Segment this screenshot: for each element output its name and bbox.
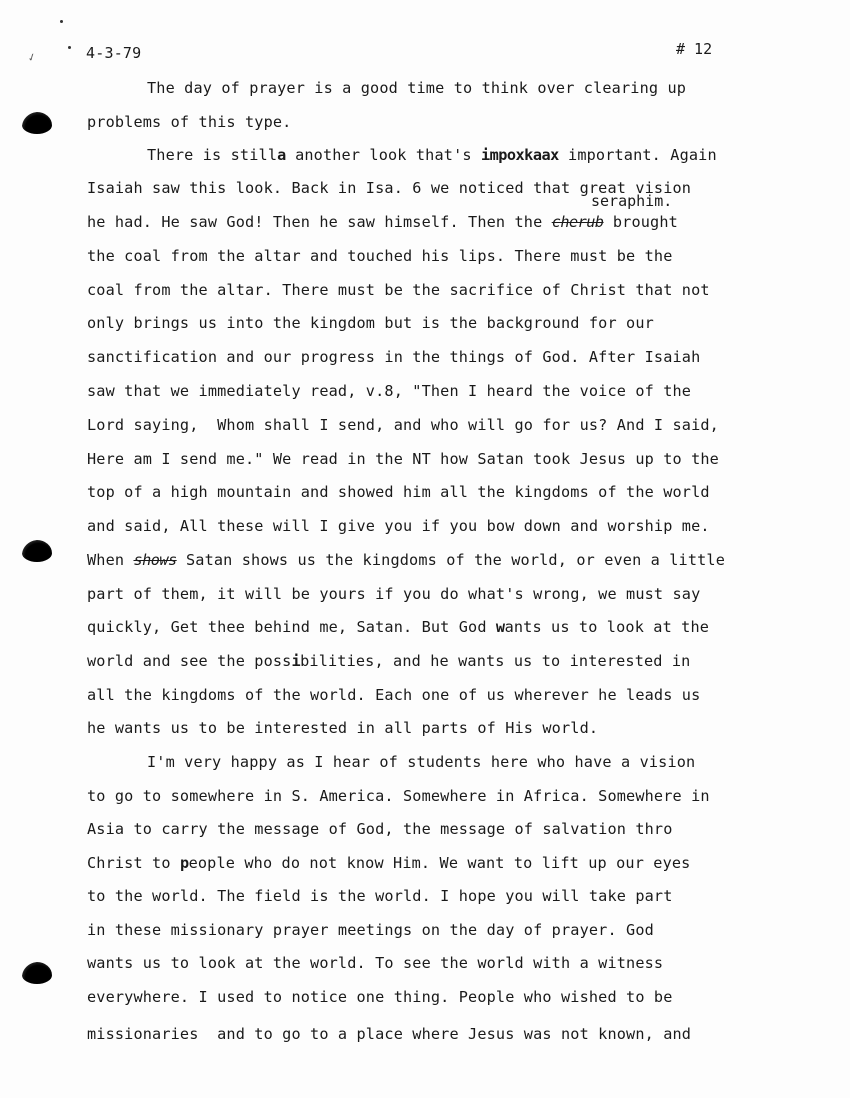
- text-line: he had. He saw God! Then he saw himself. Then the cherub brought: [87, 213, 678, 231]
- text-line: wants us to look at the world. To see the world with a witness: [87, 954, 664, 972]
- overstruck-char: i: [291, 652, 301, 670]
- overstruck-char: a: [277, 146, 286, 164]
- text-line: to the world. The field is the world. I hope you will take part: [87, 887, 673, 905]
- text-line: in these missionary prayer meetings on the day of prayer. God: [87, 921, 654, 939]
- date: 4-3-79: [86, 44, 142, 62]
- check-mark-icon: ✓: [25, 49, 38, 65]
- overstruck-word: impoxkaax: [480, 146, 559, 164]
- text-line: part of them, it will be yours if you do what's wrong, we must say: [87, 585, 701, 603]
- struck-word: shows: [133, 551, 177, 569]
- text-line: Lord saying, Whom shall I send, and who will go for us? And I said,: [87, 416, 719, 434]
- punch-hole-icon: [22, 540, 52, 562]
- text-line: to go to somewhere in S. America. Somewhere in Africa. Somewhere in: [87, 787, 710, 805]
- ink-dot: [68, 46, 71, 49]
- overstruck-char: w: [495, 618, 505, 636]
- text-line: sanctification and our progress in the things of God. After Isaiah: [87, 348, 701, 366]
- text-line: When shows Satan shows us the kingdoms of the world, or even a little: [87, 551, 726, 569]
- punch-hole-icon: [22, 112, 52, 134]
- text-line: saw that we immediately read, v.8, "Then I heard the voice of the: [87, 382, 692, 400]
- ink-dot: [60, 20, 63, 23]
- text-line: There is stilla another look that's impoxkaax important. Again: [147, 146, 717, 164]
- text-line: Asia to carry the message of God, the message of salvation thro: [87, 820, 673, 838]
- overstruck-char: p: [179, 854, 189, 872]
- text-line: coal from the altar. There must be the sacrifice of Christ that not: [87, 281, 710, 299]
- text-line: problems of this type.: [87, 113, 292, 131]
- text-line: The day of prayer is a good time to think over clearing up: [147, 79, 687, 97]
- text-line: Isaiah saw this look. Back in Isa. 6 we noticed that great vision: [87, 179, 692, 197]
- page-number: # 12: [676, 40, 713, 58]
- text-line: Christ to people who do not know Him. We want to lift up our eyes: [87, 854, 691, 872]
- punch-hole-icon: [22, 962, 52, 984]
- text-line: Here am I send me." We read in the NT how Satan took Jesus up to the: [87, 450, 719, 468]
- text-line: top of a high mountain and showed him all the kingdoms of the world: [87, 483, 710, 501]
- text-line: everywhere. I used to notice one thing. People who wished to be: [87, 988, 673, 1006]
- struck-word: cherub: [551, 213, 604, 231]
- text-line: all the kingdoms of the world. Each one of us wherever he leads us: [87, 686, 701, 704]
- text-line: he wants us to be interested in all parts of His world.: [87, 719, 599, 737]
- text-line: the coal from the altar and touched his lips. There must be the: [87, 247, 673, 265]
- text-line: world and see the possibilities, and he wants us to interested in: [87, 652, 691, 670]
- text-line: only brings us into the kingdom but is the background for our: [87, 314, 654, 332]
- text-line: quickly, Get thee behind me, Satan. But God wants us to look at the: [87, 618, 710, 636]
- handwritten-insertion: seraphim.: [591, 192, 673, 210]
- text-line: missionaries and to go to a place where Jesus was not known, and: [87, 1025, 692, 1043]
- text-line: and said, All these will I give you if you bow down and worship me.: [87, 517, 710, 535]
- text-line: I'm very happy as I hear of students here who have a vision: [147, 753, 696, 771]
